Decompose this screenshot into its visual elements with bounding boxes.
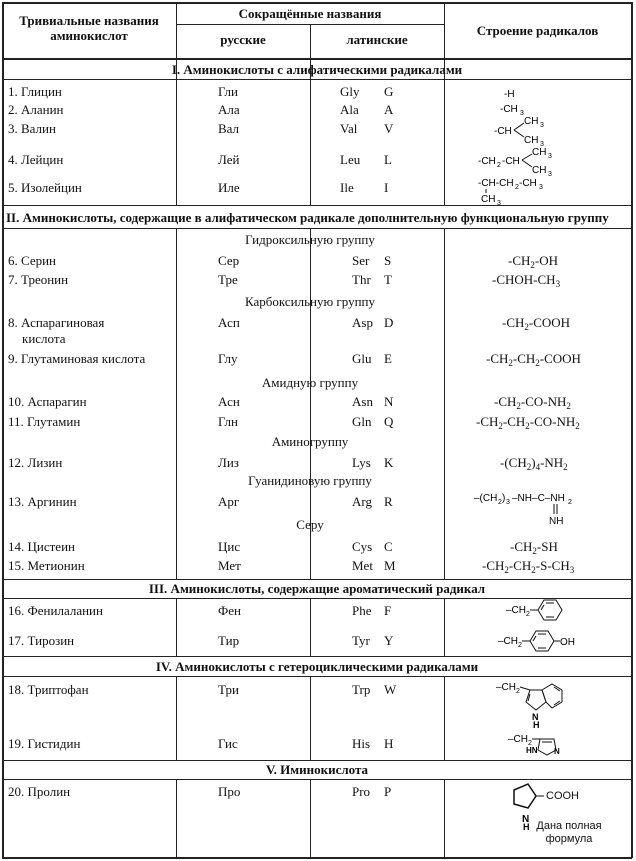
- svg-text:CH: CH: [532, 165, 547, 176]
- row-code-asp: D: [384, 315, 394, 330]
- subgroup-sulfur: Серу: [296, 517, 324, 532]
- structure-his: [508, 728, 598, 758]
- row-code-arg: R: [384, 494, 393, 509]
- svg-text:–(CH: –(CH: [474, 493, 498, 504]
- row-lat-met: Met: [352, 558, 373, 573]
- row-code-trp: W: [384, 682, 397, 697]
- svg-text:2: 2: [515, 184, 519, 191]
- row-lat-asn: Asn: [352, 394, 373, 409]
- structure-val: [494, 114, 574, 148]
- section-heading-3: III. Аминокислоты, содержащие ароматический радикал: [148, 581, 486, 596]
- svg-text:3: 3: [548, 153, 552, 160]
- row-lat-tyr: Tyr: [352, 633, 370, 648]
- structure-tyr: [498, 625, 608, 655]
- section-heading-5: V. Иминокислота: [265, 762, 369, 777]
- row-lat-his: His: [352, 736, 371, 751]
- row-name-tyr: 17. Тирозин: [8, 633, 75, 648]
- svg-text:2: 2: [516, 688, 520, 695]
- section-heading-1: I. Аминокислоты с алифатическими радикалами: [171, 62, 463, 77]
- svg-text:HN: HN: [526, 746, 538, 755]
- row-code-his: H: [384, 736, 394, 751]
- structure-asp: $-CH_2$-COOH: [502, 315, 571, 332]
- row-code-ala: A: [384, 102, 394, 117]
- structure-asn: $-CH_2-CO-NH_2$: [494, 394, 571, 411]
- row-name-asp-line1: 8. Аспарагиновая: [8, 315, 105, 330]
- row-ru-leu: Лей: [218, 152, 240, 167]
- row-ru-val: Вал: [218, 121, 240, 136]
- svg-text:–NH–C–NH: –NH–C–NH: [512, 493, 565, 504]
- header-short-names: Сокращённые названия: [238, 6, 382, 21]
- row-ru-glu: Глу: [218, 351, 238, 366]
- structure-cys: $-CH_2-SH$: [510, 539, 558, 556]
- row-name-ala: 2. Аланин: [8, 102, 64, 117]
- row-lat-thr: Thr: [352, 272, 371, 287]
- row-lat-ala: Ala: [340, 102, 359, 117]
- structure-gln: $-CH_2-CH_2-CO-NH_2$: [476, 414, 580, 431]
- row-code-gly: G: [384, 84, 394, 99]
- row-lat-ser: Ser: [352, 253, 370, 268]
- row-ru-ala: Ала: [218, 102, 240, 117]
- row-name-val: 3. Валин: [8, 121, 56, 136]
- structure-glu: $-CH_2-CH_2$-COOH: [486, 351, 581, 368]
- row-name-arg: 13. Аргинин: [8, 494, 77, 509]
- row-code-ile: I: [384, 180, 389, 195]
- row-name-phe: 16. Фенилаланин: [8, 603, 103, 618]
- row-name-ile: 5. Изолейцин: [8, 180, 82, 195]
- row-name-cys: 14. Цистеин: [8, 539, 75, 554]
- row-lat-leu: Leu: [340, 152, 361, 167]
- row-ru-gly: Гли: [218, 84, 238, 99]
- svg-text:3: 3: [540, 141, 544, 148]
- subgroup-carboxyl: Карбоксильную группу: [244, 294, 375, 309]
- svg-text:-CH: -CH: [494, 126, 512, 137]
- table-top-border: [2, 2, 632, 4]
- subgroup-amide: Амидную группу: [261, 375, 359, 390]
- svg-text:3: 3: [548, 171, 552, 178]
- row-ru-arg: Арг: [218, 494, 240, 509]
- section-1-divider: [2, 79, 632, 80]
- svg-text:-CH: -CH: [502, 156, 520, 167]
- structure-arg: [474, 488, 624, 528]
- row-lat-arg: Arg: [352, 494, 372, 509]
- row-name-leu: 4. Лейцин: [8, 152, 64, 167]
- section-3-top: [2, 579, 632, 580]
- svg-text:–CH: –CH: [496, 682, 517, 693]
- row-ru-asn: Асн: [218, 394, 240, 409]
- svg-text:CH: CH: [524, 135, 539, 146]
- header-structure: Строение радикалов: [476, 23, 599, 38]
- row-code-asn: N: [384, 394, 394, 409]
- row-lat-pro: Pro: [352, 784, 371, 799]
- section-5-top: [2, 760, 632, 761]
- svg-text:-H: -H: [504, 89, 515, 100]
- row-ru-thr: Тре: [218, 272, 238, 287]
- structure-lys: $-(CH_2)_4-NH_2$: [500, 455, 568, 472]
- svg-text:–CH: –CH: [508, 734, 529, 745]
- svg-text:2: 2: [528, 740, 532, 747]
- row-ru-pro: Про: [218, 784, 241, 799]
- svg-text:CH: CH: [532, 147, 547, 158]
- row-lat-trp: Trp: [352, 682, 371, 697]
- row-name-ser: 6. Серин: [8, 253, 57, 268]
- svg-text:): ): [502, 493, 506, 504]
- svg-text:N: N: [522, 814, 530, 825]
- row-lat-ile: Ile: [340, 180, 354, 195]
- row-code-val: V: [384, 121, 394, 136]
- svg-text:3: 3: [540, 122, 544, 129]
- row-name-glu: 9. Глутаминовая кислота: [8, 351, 146, 366]
- row-name-asp-line2: кислота: [22, 331, 66, 346]
- row-code-lys: K: [384, 455, 394, 470]
- row-name-gly: 1. Глицин: [8, 84, 62, 99]
- row-name-thr: 7. Треонин: [8, 272, 69, 287]
- svg-text:N: N: [532, 712, 539, 722]
- svg-text:-CH: -CH: [478, 156, 496, 167]
- row-name-trp: 18. Триптофан: [8, 682, 89, 697]
- structure-pro-cooh: COOH: [546, 790, 579, 802]
- row-name-lys: 12. Лизин: [8, 455, 63, 470]
- row-ru-cys: Цис: [218, 539, 241, 554]
- section-2-divider: [2, 228, 632, 229]
- row-code-cys: C: [384, 539, 393, 554]
- svg-text:CH: CH: [481, 194, 496, 205]
- structure-ile: [478, 176, 598, 206]
- row-ru-met: Мет: [218, 558, 241, 573]
- svg-text:2: 2: [526, 611, 530, 618]
- structure-ser: $-CH_2-OH$: [508, 253, 558, 270]
- row-lat-gly: Gly: [340, 84, 360, 99]
- row-code-leu: L: [384, 152, 392, 167]
- table-left-border: [2, 2, 4, 858]
- subgroup-amino: Аминогруппу: [271, 434, 349, 449]
- row-lat-gln: Gln: [352, 414, 372, 429]
- svg-text:2: 2: [518, 642, 522, 649]
- row-lat-phe: Phe: [352, 603, 372, 618]
- svg-text:H: H: [523, 822, 530, 832]
- row-code-glu: E: [384, 351, 392, 366]
- structure-trp: [496, 676, 606, 730]
- header-trivial-names: Тривиальные названия аминокислот: [19, 13, 159, 43]
- row-lat-glu: Glu: [352, 351, 372, 366]
- table-bottom-border: [2, 857, 632, 859]
- row-name-pro: 20. Пролин: [8, 784, 71, 799]
- row-ru-ser: Сер: [218, 253, 240, 268]
- svg-text:2: 2: [497, 162, 501, 169]
- row-ru-tyr: Тир: [218, 633, 240, 648]
- svg-text:3: 3: [497, 200, 501, 207]
- row-ru-lys: Лиз: [218, 455, 239, 470]
- svg-text:–CH: –CH: [498, 636, 519, 647]
- structure-gly: [504, 86, 544, 100]
- row-ru-asp: Асп: [218, 315, 240, 330]
- table-right-border: [631, 2, 633, 858]
- svg-text:-CH: -CH: [500, 104, 518, 115]
- subgroup-hydroxyl: Гидроксильную группу: [245, 232, 375, 247]
- svg-text:3: 3: [539, 184, 543, 191]
- row-name-his: 19. Гистидин: [8, 736, 81, 751]
- row-lat-val: Val: [340, 121, 358, 136]
- section-heading-4: IV. Аминокислоты с гетероциклическими радикалами: [155, 659, 479, 674]
- row-name-asn: 10. Аспарагин: [8, 394, 87, 409]
- svg-text:CH: CH: [524, 116, 539, 127]
- svg-text:OH: OH: [560, 637, 575, 648]
- row-lat-asp: Asp: [352, 315, 373, 330]
- row-lat-lys: Lys: [352, 455, 371, 470]
- svg-text:-CH-CH: -CH-CH: [478, 178, 514, 189]
- row-ru-ile: Иле: [218, 180, 240, 195]
- row-code-ser: S: [384, 253, 392, 268]
- row-code-pro: P: [384, 784, 392, 799]
- row-code-gln: Q: [384, 414, 394, 429]
- svg-text:NH: NH: [549, 516, 564, 527]
- svg-text:3: 3: [520, 110, 524, 117]
- section-heading-2: II. Аминокислоты, содержащие в алифатическом радикале дополнительную функциональную группу: [6, 210, 609, 225]
- row-code-thr: T: [384, 272, 392, 287]
- row-ru-gln: Глн: [218, 414, 238, 429]
- svg-text:–CH: –CH: [506, 605, 527, 616]
- structure-thr: $-CHOH-CH_3$: [492, 272, 561, 289]
- svg-text:-CH: -CH: [519, 178, 537, 189]
- structure-pro-note: Дана полная формула: [536, 820, 602, 845]
- structure-leu: [478, 146, 588, 180]
- subgroup-guanidine: Гуанидиновую группу: [248, 473, 372, 488]
- section-4-top: [2, 656, 632, 657]
- header-latin: латинские: [346, 32, 408, 47]
- row-name-gln: 11. Глутамин: [8, 414, 81, 429]
- header-russian: русские: [220, 32, 266, 47]
- svg-text:H: H: [533, 720, 540, 730]
- row-name-met: 15. Метионин: [8, 558, 85, 573]
- structure-phe: [506, 594, 586, 624]
- row-code-tyr: Y: [384, 633, 394, 648]
- svg-text:N: N: [554, 747, 560, 756]
- svg-text:2: 2: [568, 499, 572, 506]
- row-code-met: M: [384, 558, 396, 573]
- svg-text:2: 2: [498, 499, 502, 506]
- row-ru-phe: Фен: [218, 603, 241, 618]
- structure-met: $-CH_2-CH_2-S-CH_3$: [482, 558, 575, 575]
- header-bottom-border: [2, 58, 632, 60]
- svg-text:3: 3: [506, 499, 510, 506]
- row-code-phe: F: [384, 603, 392, 618]
- row-lat-cys: Cys: [352, 539, 373, 554]
- row-ru-his: Гис: [218, 736, 238, 751]
- row-ru-trp: Три: [218, 682, 239, 697]
